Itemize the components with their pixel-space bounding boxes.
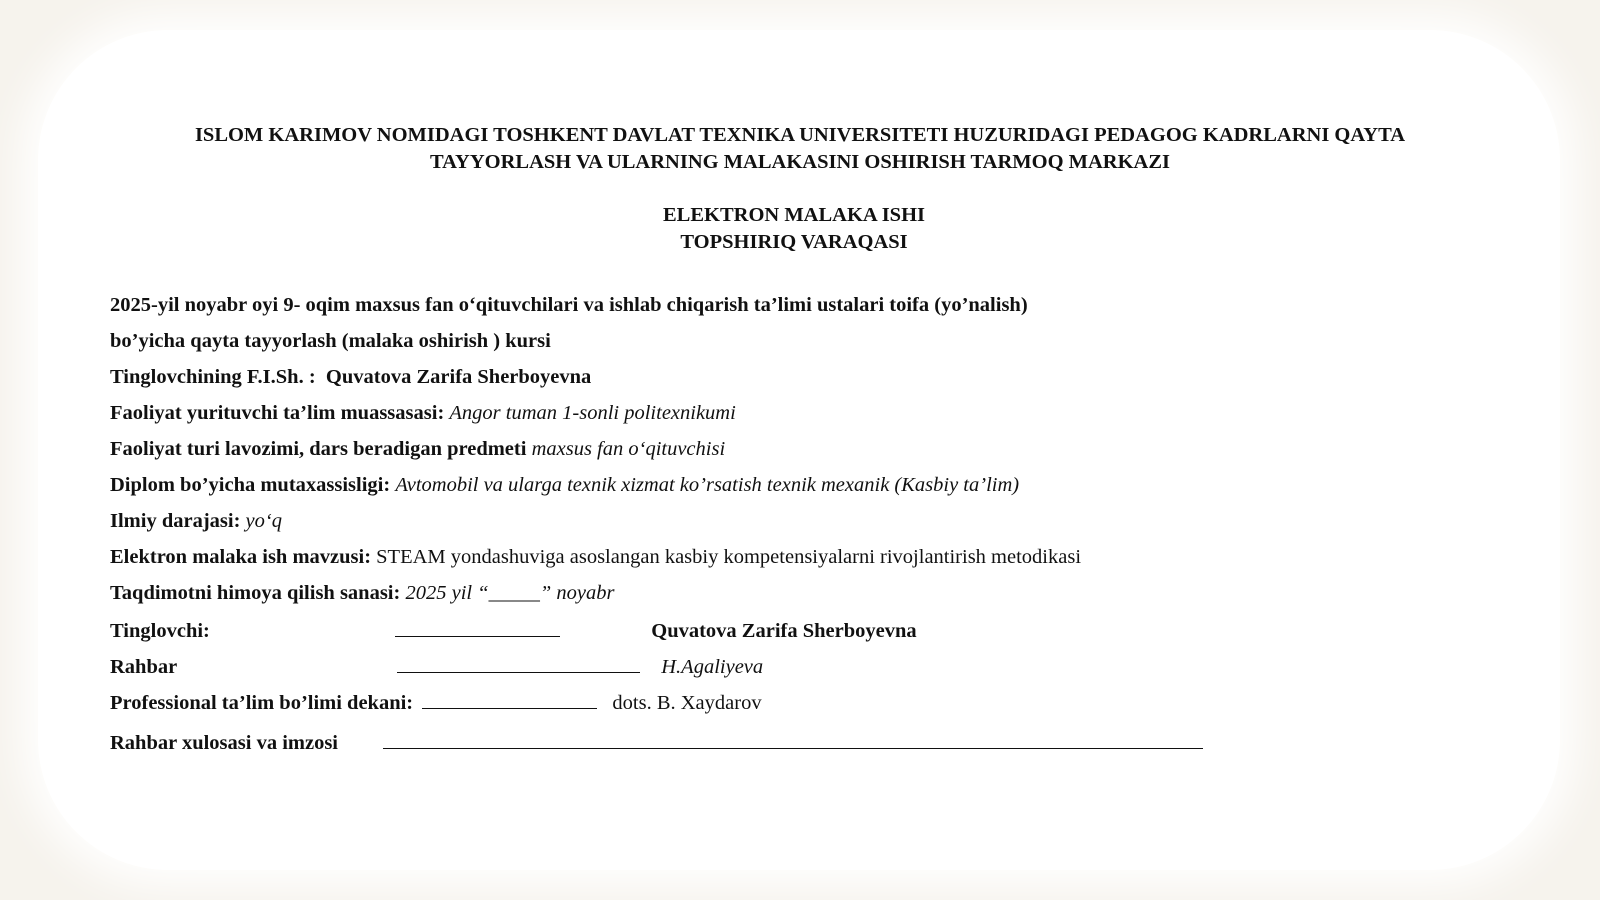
degree-value: yo‘q <box>245 510 282 532</box>
header-line-2: TAYYORLASH VA ULARNING MALAKASINI OSHIRISH TARMOQ MARKAZI <box>429 151 1171 173</box>
listener-signature-name: Quvatova Zarifa Sherboyevna <box>651 620 917 642</box>
conclusion-line <box>383 728 1203 749</box>
header-line-1: ISLOM KARIMOV NOMIDAGI TOSHKENT DAVLAT TEXNIKA UNIVERSITETI HUZURIDAGI PEDAGOG KADRLARNI QAYTA <box>194 124 1406 146</box>
diploma-label: Diplom bo’yicha mutaxassisligi: <box>110 474 391 496</box>
supervisor-signature-label: Rahbar <box>110 656 178 678</box>
supervisor-signature-line <box>397 652 640 673</box>
dean-signature-line <box>422 688 597 709</box>
supervisor-signature-row <box>110 652 763 680</box>
conclusion-label: Rahbar xulosasi va imzosi <box>110 732 339 754</box>
dean-signature-name: dots. B. Xaydarov <box>612 692 762 714</box>
listener-signature-row <box>110 616 917 644</box>
listener-value: Quvatova Zarifa Sherboyevna <box>325 366 592 388</box>
topic-value: STEAM yondashuviga asoslangan kasbiy kompetensiyalarni rivojlantirish metodikasi <box>376 546 1082 568</box>
diploma-value: Avtomobil va ularga texnik xizmat ko’rsatish texnik mexanik (Kasbiy ta’lim) <box>395 474 1020 496</box>
date-row <box>110 580 614 606</box>
date-label: Taqdimotni himoya qilish sanasi: <box>110 582 401 604</box>
intro-line-2: bo’yicha qayta tayyorlash (malaka oshirish ) kursi <box>110 330 551 352</box>
title-line-2: TOPSHIRIQ VARAQASI <box>680 231 908 253</box>
diploma-row <box>110 472 1019 498</box>
institution-label: Faoliyat yurituvchi ta’lim muassasasi: <box>110 402 445 424</box>
date-value: 2025 yil “_____” noyabr <box>405 582 615 604</box>
degree-label: Ilmiy darajasi: <box>110 510 241 532</box>
position-row <box>110 436 725 462</box>
topic-row <box>110 544 1081 570</box>
supervisor-signature-name: H.Agaliyeva <box>661 656 764 678</box>
title-line-1: ELEKTRON MALAKA ISHI <box>663 204 925 226</box>
intro-line-1: 2025-yil noyabr oyi 9- oqim maxsus fan o‘qituvchilari va ishlab chiqarish ta’limi ustalari toifa (yo’nalish) <box>110 294 1028 316</box>
document-title <box>0 202 1588 256</box>
institution-value: Angor tuman 1-sonli politexnikumi <box>449 402 736 424</box>
document-header <box>0 122 1600 176</box>
listener-signature-label: Tinglovchi: <box>110 620 210 642</box>
position-value: maxsus fan o‘qituvchisi <box>531 438 726 460</box>
listener-signature-line <box>395 616 560 637</box>
dean-signature-label: Professional ta’lim bo’limi dekani: <box>110 692 414 714</box>
institution-row <box>110 400 736 426</box>
topic-label: Elektron malaka ish mavzusi: <box>110 546 372 568</box>
position-label: Faoliyat turi lavozimi, dars beradigan predmeti <box>110 438 527 460</box>
listener-row <box>110 364 591 390</box>
degree-row <box>110 508 282 534</box>
conclusion-row <box>110 728 1203 756</box>
listener-label: Tinglovchining F.I.Sh. : <box>110 366 316 388</box>
dean-signature-row <box>110 688 762 716</box>
